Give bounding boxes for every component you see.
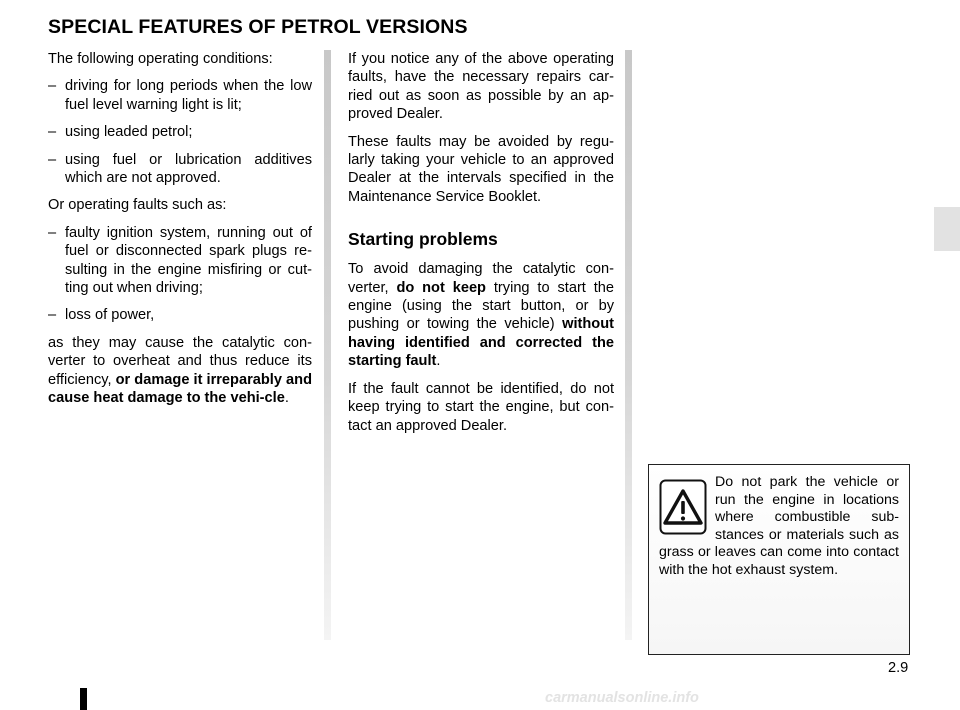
dash-bullet: – — [48, 224, 57, 241]
consequence-end: . — [284, 390, 289, 407]
fault-item — [48, 306, 312, 324]
s1-bold-b: do not keep — [396, 279, 486, 296]
fault-text: faulty ignition system, running out of fuel or disconnected spark plugs re-sulting in the engine misfiring or cut-ting out when driving; — [65, 224, 312, 297]
prevention-paragraph: These faults may be avoided by regu-larly taking your vehicle to an approved Dealer at the intervals specified in the Maintenance Service Booklet. — [348, 133, 614, 205]
warning-box — [648, 464, 910, 655]
fault-text: loss of power, — [65, 307, 155, 324]
warning-text: Do not park the vehicle or run the engine in locations where combustible sub-stances or materials such as grass or leaves can come into contact with the hot exhaust system. — [659, 474, 899, 578]
column-divider-right — [625, 50, 632, 640]
consequence-paragraph — [48, 334, 312, 408]
conditions-intro: The following operating conditions: — [48, 51, 273, 67]
s1-text-c: trying to start the engine (using the start button, or by pushing or towing the vehicle) — [348, 279, 615, 333]
consequence-bold: or damage it irreparably and cause heat damage to the vehi-cle — [48, 371, 312, 407]
dash-bullet: – — [48, 307, 57, 324]
fault-item — [48, 224, 312, 298]
section-heading-starting-problems: Starting problems — [348, 229, 498, 250]
section-thumb-tab — [934, 207, 960, 251]
watermark-text: carmanualsonline.info — [545, 690, 699, 706]
condition-text: using leaded petrol; — [65, 124, 193, 141]
dash-bullet: – — [48, 151, 57, 168]
dash-bullet: – — [48, 78, 57, 95]
s1-text-a: To avoid damaging the catalytic con-verter, — [348, 261, 614, 296]
column-divider-left — [324, 50, 331, 640]
warning-triangle-icon — [659, 479, 707, 535]
corner-marker — [80, 688, 87, 710]
starting-problems-paragraph — [348, 260, 614, 370]
condition-item — [48, 123, 312, 141]
repair-paragraph: If you notice any of the above operating faults, have the necessary repairs car-ried out as soon as possible by an ap-proved Dealer. — [348, 51, 614, 123]
page-title: SPECIAL FEATURES OF PETROL VERSIONS — [48, 16, 468, 38]
left-column — [48, 50, 312, 417]
condition-item — [48, 151, 312, 188]
faults-intro: Or operating faults such as: — [48, 197, 227, 214]
condition-text: using fuel or lubrication additives which are not approved. — [65, 151, 312, 187]
dash-bullet: – — [48, 124, 57, 141]
s1-bold-d: without having identified and corrected the starting fault — [348, 316, 614, 370]
right-column — [348, 50, 614, 444]
consequence-text: as they may cause the catalytic con-verter to overheat and thus reduce its efficiency, — [48, 334, 312, 388]
condition-text: driving for long periods when the low fuel level warning light is lit; — [65, 78, 312, 113]
s1-text-e: . — [436, 353, 441, 370]
unidentified-fault-paragraph: If the fault cannot be identified, do not keep trying to start the engine, but con-tact an approved Dealer. — [348, 380, 614, 434]
condition-item — [48, 77, 312, 114]
page-number: 2.9 — [888, 660, 909, 676]
